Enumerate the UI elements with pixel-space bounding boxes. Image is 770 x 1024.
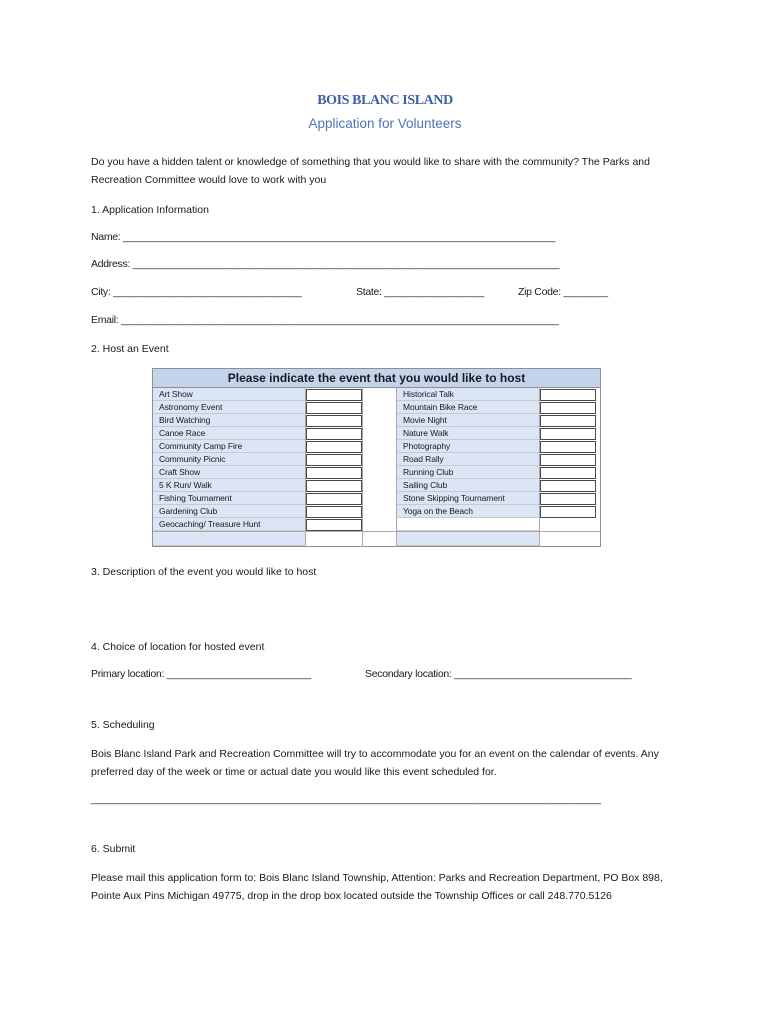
event-option-label: Gardening Club [159,506,218,516]
event-checkbox[interactable] [540,389,596,401]
event-option-label: Running Club [403,467,454,477]
event-option-label: 5 K Run/ Walk [159,480,212,490]
email-field[interactable]: Email: _______________________________________________________________________________ [91,314,559,326]
submit-paragraph: Please mail this application form to: Bois Blanc Island Township, Attention: Parks and Recreation Department, PO Box 898, Pointe Aux Pins Michigan 49775, drop in the drop box located outside the Township Offices or call 248.770.5126 [91,872,663,902]
document-title: BOIS BLANC ISLAND [317,93,453,108]
event-checkbox[interactable] [306,454,362,466]
event-option-label: Craft Show [159,467,201,477]
table-divider [396,387,397,547]
intro-paragraph: Do you have a hidden talent or knowledge of something that you would like to share with the community? The Parks and Recreation Committee would love to work with you [91,156,650,186]
zip-code-field[interactable]: Zip Code: ________ [518,286,608,298]
event-checkbox[interactable] [540,506,596,518]
event-checkbox[interactable] [306,402,362,414]
event-option-label: Art Show [159,389,193,399]
city-field[interactable]: City: __________________________________ [91,286,302,298]
section-2-heading: 2. Host an Event [91,343,169,355]
section-5-heading: 5. Scheduling [91,719,155,731]
scheduling-answer-field[interactable]: ____________________________________________________________________________________________ [91,793,601,805]
secondary-location-field[interactable]: Secondary location: ________________________________ [365,668,632,680]
event-checkbox[interactable] [540,467,596,479]
event-option-label: Community Picnic [159,454,226,464]
event-option-label: Astronomy Event [159,402,223,412]
event-option-label: Geocaching/ Treasure Hunt [159,519,261,529]
document-subtitle: Application for Volunteers [308,116,462,131]
name-field[interactable]: Name: ______________________________________________________________________________ [91,231,556,243]
event-description-area[interactable] [91,584,681,634]
primary-location-field[interactable]: Primary location: __________________________ [91,668,311,680]
event-option-label: Fishing Tournament [159,493,232,503]
section-1-heading: 1. Application Information [91,204,209,216]
event-checkbox[interactable] [540,454,596,466]
event-checkbox[interactable] [306,389,362,401]
event-checkbox[interactable] [306,415,362,427]
event-option-label: Mountain Bike Race [403,402,478,412]
event-option-label: Canoe Race [159,428,206,438]
event-checkbox[interactable] [306,506,362,518]
event-checkbox[interactable] [540,441,596,453]
event-checkbox[interactable] [540,480,596,492]
event-option-label: Stone Skipping Tournament [403,493,505,503]
section-3-heading: 3. Description of the event you would like to host [91,566,317,578]
table-divider [153,531,600,532]
event-selection-table [152,368,601,547]
state-field[interactable]: State: __________________ [356,286,484,298]
event-option-label: Yoga on the Beach [403,506,473,516]
section-6-heading: 6. Submit [91,843,136,855]
event-checkbox[interactable] [306,519,362,531]
scheduling-paragraph: Bois Blanc Island Park and Recreation Committee will try to accommodate you for an event on the calendar of events. Any preferred day of the week or time or actual date you would like this event scheduled for. [91,748,659,778]
table-row-band [397,518,540,531]
address-field[interactable]: Address: _____________________________________________________________________________ [91,258,560,270]
event-option-label: Nature Walk [403,428,449,438]
event-option-label: Movie Night [403,415,447,425]
event-option-label: Photography [403,441,451,451]
table-divider [362,387,363,547]
table-row-band [397,531,540,546]
event-option-label: Historical Talk [403,389,454,399]
event-checkbox[interactable] [540,493,596,505]
event-option-label: Sailing Club [403,480,448,490]
event-checkbox[interactable] [306,428,362,440]
event-table-title: Please indicate the event that you would like to host [153,369,600,388]
event-checkbox[interactable] [540,415,596,427]
event-option-label: Road Rally [403,454,444,464]
event-checkbox[interactable] [540,402,596,414]
event-checkbox[interactable] [306,467,362,479]
section-4-heading: 4. Choice of location for hosted event [91,641,265,653]
event-checkbox[interactable] [306,493,362,505]
table-row-band [153,531,305,546]
event-checkbox[interactable] [306,441,362,453]
event-option-label: Bird Watching [159,415,211,425]
event-option-label: Community Camp Fire [159,441,243,451]
event-checkbox[interactable] [540,428,596,440]
event-checkbox[interactable] [306,480,362,492]
